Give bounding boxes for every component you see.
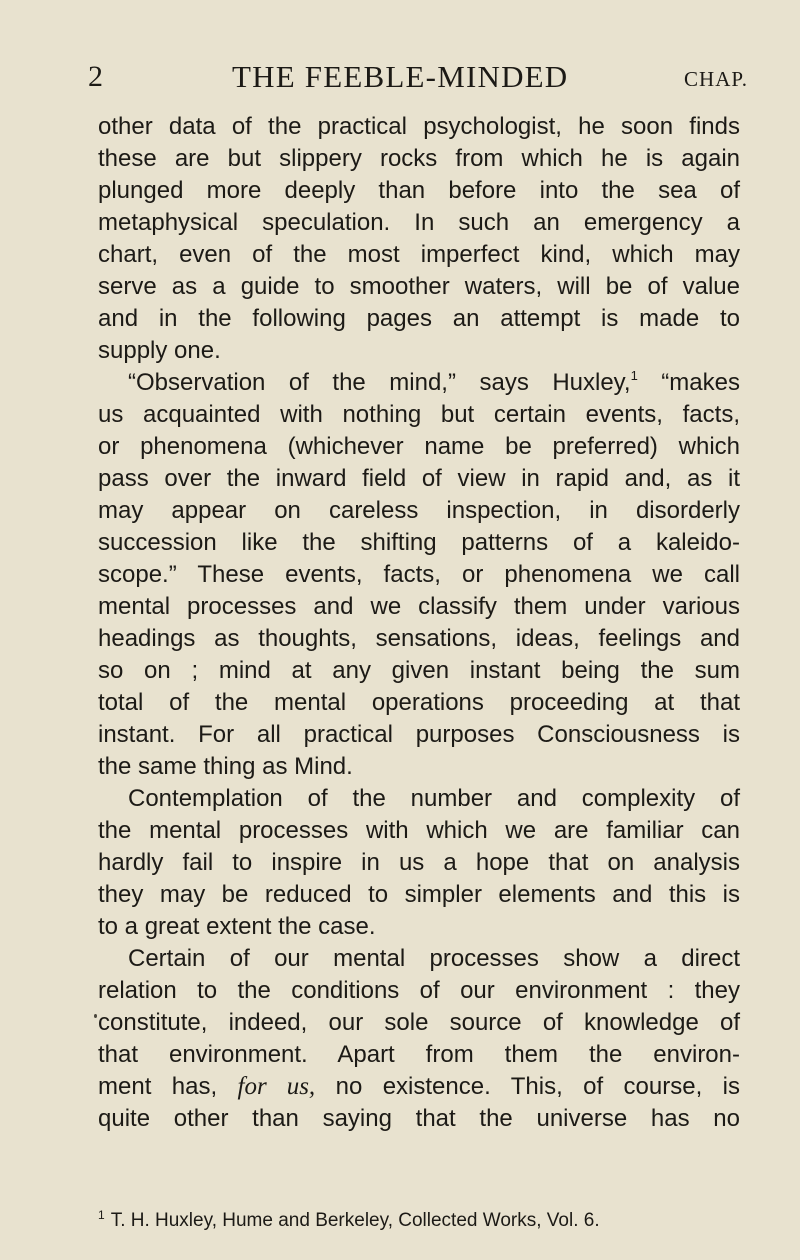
text-segment: “makes xyxy=(637,369,740,396)
text-segment: “Observation of the mind,” says Huxley, xyxy=(128,369,631,396)
text-line: the same thing as Mind. xyxy=(98,753,353,780)
footnote-text: T. H. Huxley, Hume and Berkeley, Collected Works, Vol. 6. xyxy=(110,1210,600,1231)
footnote-reference: 1 xyxy=(630,368,638,383)
text-line: they may be reduced to simpler elements and this is xyxy=(98,881,740,908)
text-segment: no existence. This, of course, is xyxy=(315,1073,741,1100)
text-line: mental processes and we classify them under various xyxy=(98,593,740,620)
text-line: these are but slippery rocks from which he is again xyxy=(98,145,740,172)
text-line: the mental processes with which we are familiar can xyxy=(98,817,740,844)
text-line: chart, even of the most imperfect kind, which may xyxy=(98,241,740,268)
text-line: total of the mental operations proceeding at that xyxy=(98,689,740,716)
text-segment: ment has, xyxy=(98,1073,238,1100)
text-line: plunged more deeply than before into the sea of xyxy=(98,177,740,204)
text-line: supply one. xyxy=(98,337,221,364)
text-line: succession like the shifting patterns of a kaleido- xyxy=(98,529,740,556)
footnote xyxy=(98,1209,740,1234)
page-number: 2 xyxy=(88,60,103,93)
italic-emphasis: for us, xyxy=(237,1073,316,1100)
text-line: pass over the inward field of view in rapid and, as it xyxy=(98,465,740,492)
text-line: and in the following pages an attempt is made to xyxy=(98,305,740,332)
text-line: hardly fail to inspire in us a hope that on analysis xyxy=(98,849,740,876)
running-chapter-label: CHAP. xyxy=(684,67,748,91)
body-text xyxy=(98,111,740,1135)
text-line: constitute, indeed, our sole source of knowledge of xyxy=(98,1009,740,1036)
text-line: quite other than saying that the universe has no xyxy=(98,1105,740,1132)
text-line: instant. For all practical purposes Consciousness is xyxy=(98,721,740,748)
text-line: to a great extent the case. xyxy=(98,913,376,940)
text-line: scope.” These events, facts, or phenomena we call xyxy=(98,561,740,588)
text-line-for-us xyxy=(98,1071,740,1103)
text-line: Contemplation of the number and complexity of xyxy=(128,785,740,812)
text-line: us acquainted with nothing but certain events, facts, xyxy=(98,401,740,428)
text-line: so on ; mind at any given instant being the sum xyxy=(98,657,740,684)
text-line: headings as thoughts, sensations, ideas, feelings and xyxy=(98,625,740,652)
text-line: or phenomena (whichever name be preferred) which xyxy=(98,433,740,460)
text-line: Certain of our mental processes show a direct xyxy=(128,945,740,972)
text-line: relation to the conditions of our environment : they xyxy=(98,977,740,1004)
running-header xyxy=(88,60,748,100)
text-line: serve as a guide to smoother waters, will be of value xyxy=(98,273,740,300)
running-title: THE FEEBLE-MINDED xyxy=(232,59,569,94)
text-line: may appear on careless inspection, in disorderly xyxy=(98,497,740,524)
text-line: other data of the practical psychologist, he soon finds xyxy=(98,113,740,140)
text-line: that environment. Apart from them the environ- xyxy=(98,1041,740,1068)
margin-speck xyxy=(94,1014,97,1018)
text-line-huxley-quote xyxy=(98,367,740,399)
footnote-mark: 1 xyxy=(98,1208,105,1222)
text-line: metaphysical speculation. In such an emergency a xyxy=(98,209,740,236)
